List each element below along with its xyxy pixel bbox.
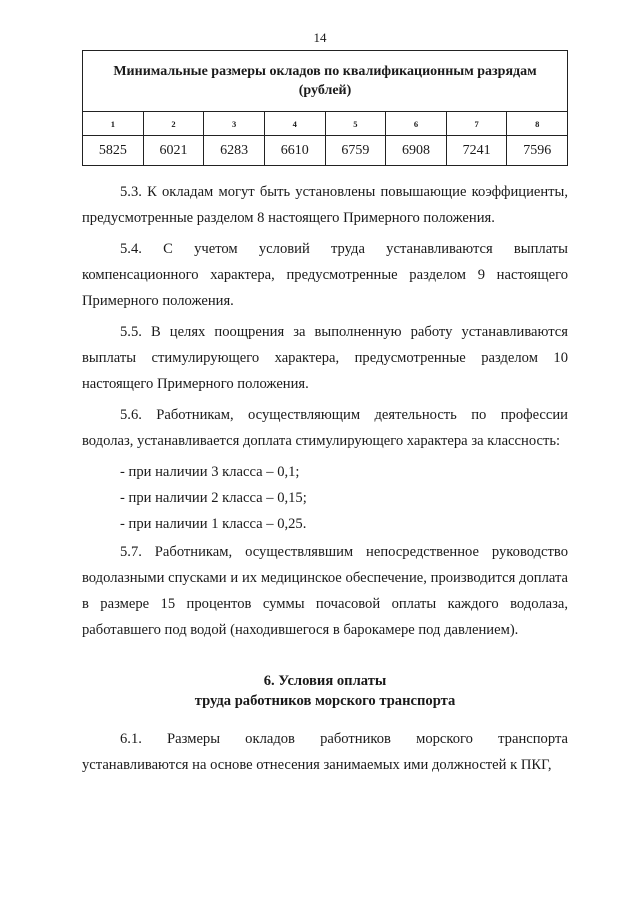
- salary-table-title-row: [83, 51, 568, 112]
- salary-value: 6759: [325, 136, 386, 166]
- paragraph-5-7: 5.7. Работникам, осуществлявшим непосредственное руководство водолазными спусками и их медицинское обеспечение, производится доплата в размере 15 процентов суммы почасовой оплаты каждого водолаза, работавшего под водой (находившегося в барокамере под давлением).: [82, 544, 568, 638]
- section-6-heading: [82, 671, 568, 711]
- salary-value: 7596: [507, 136, 568, 166]
- salary-value: 6021: [143, 136, 204, 166]
- grade-header: 8: [507, 112, 568, 136]
- salary-value: 6283: [204, 136, 265, 166]
- grade-header: 4: [264, 112, 325, 136]
- grade-header: 1: [83, 112, 144, 136]
- salary-table-value-row: [83, 136, 568, 166]
- paragraph-5-5: 5.5. В целях поощрения за выполненную работу устанавливаются выплаты стимулирующего характера, предусмотренные разделом 10 настоящего Примерного положения.: [82, 324, 568, 392]
- section-6-heading-line2: труда работников морского транспорта: [194, 693, 456, 709]
- salary-value: 6908: [386, 136, 447, 166]
- salary-table-grade-row: [83, 112, 568, 136]
- section-6-heading-line1: 6. Условия оплаты: [263, 673, 387, 689]
- list-item: - при наличии 2 класса – 0,15;: [120, 490, 307, 506]
- grade-header: 3: [204, 112, 265, 136]
- grade-header: 6: [386, 112, 447, 136]
- grade-header: 2: [143, 112, 204, 136]
- salary-table-title: Минимальные размеры окладов по квалификационным разрядам (рублей): [83, 51, 568, 112]
- paragraph-5-4: 5.4. С учетом условий труда устанавливаются выплаты компенсационного характера, предусмотренные разделом 9 настоящего Примерного положения.: [82, 241, 568, 309]
- list-item: - при наличии 3 класса – 0,1;: [120, 464, 300, 480]
- salary-table: [82, 50, 568, 166]
- grade-header: 7: [446, 112, 507, 136]
- paragraph-5-3: 5.3. К окладам могут быть установлены повышающие коэффициенты, предусмотренные разделом 8 настоящего Примерного положения.: [82, 184, 568, 226]
- salary-value: 5825: [83, 136, 144, 166]
- salary-value: 7241: [446, 136, 507, 166]
- class-bonus-list: [82, 459, 568, 537]
- salary-value: 6610: [264, 136, 325, 166]
- paragraph-5-6: 5.6. Работникам, осуществляющим деятельность по профессии водолаз, устанавливается доплата стимулирующего характера за классность:: [82, 407, 568, 449]
- document-body: [82, 176, 568, 783]
- list-item: - при наличии 1 класса – 0,25.: [120, 516, 307, 532]
- page-number: 14: [313, 30, 327, 45]
- paragraph-6-1: 6.1. Размеры окладов работников морского транспорта устанавливаются на основе отнесения занимаемых ими должностей к ПКГ,: [82, 731, 568, 773]
- grade-header: 5: [325, 112, 386, 136]
